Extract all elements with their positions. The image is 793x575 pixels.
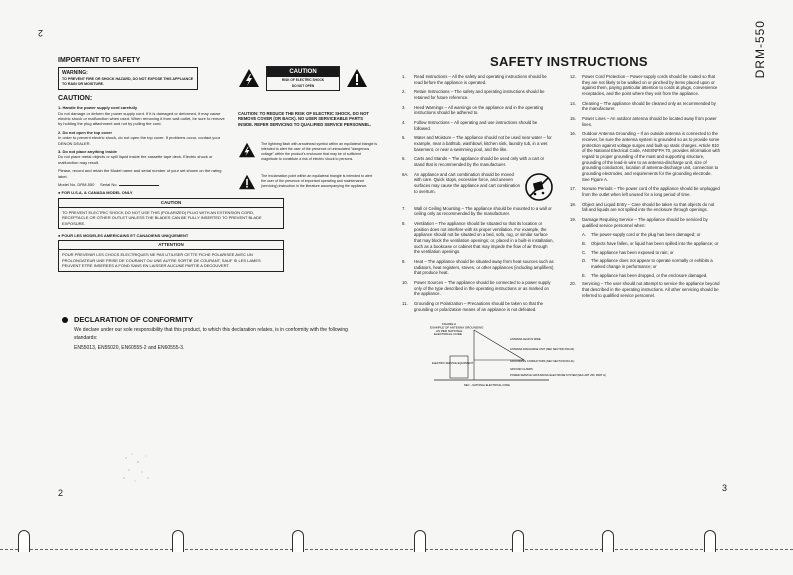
fr-box-text: POUR PREVENIR LES CHOCS ELECTRIQUES NE PAS UTILISER CETTE FICHE POLARISEE AVEC UN PROLONGATEUR UNE PRISE DE COURANT OU UNE AUTRE SORTIE DE COURANT, SAUF SI LES LAMES PEUVENT ETRE INSEREES A FOND SANS EN LAISSER AUCUNE PARTIE A DECOUVERT. [62,252,261,269]
warning-box [58,67,198,89]
safety-item: 4. Follow Instructions – All operating and use instructions should be followed. [402,120,538,131]
cart-warning-icon [524,172,554,202]
safety-column-1 [402,74,606,390]
lightning-triangle-icon [238,142,256,158]
safety-item: 17. Nonuse Periods – The power cord of the appliance should be unplugged from the outlet when left unused for a long period of time. [570,186,720,198]
safety-item: 19. Damage Requiring Service – The appliance should be serviced by qualified service personnel when: [570,217,708,228]
binding-hole [512,530,524,552]
serial-fill-line [119,185,159,186]
antenna-grounding-figure [414,320,606,388]
fr-box-title: ATTENTION [59,241,283,250]
safety-instructions-title: SAFETY INSTRUCTIONS [490,54,648,69]
caution-reduce-risk-text: CAUTION: TO REDUCE THE RISK OF ELECTRIC SHOCK, DO NOT REMOVE COVER (OR BACK). NO USER SERVICEABLE PARTS INSIDE. REFER SERVICING TO QUALIFIED SERVICE PERSONNEL. [238,110,372,128]
caution-item-title: 1. Handle the power supply cord carefully [58,105,138,111]
bullet-dot-icon [62,317,68,323]
caution-label-line2: DO NOT OPEN [291,84,315,89]
service-condition: D. The appliance does not appear to operate normally or exhibits a marked change in performance; or [582,258,713,270]
caution-item-text: Do not place metal objects or spill liquid inside the cassette tape deck. Electric shock or malfunction may result. [58,154,213,165]
binding-hole [602,530,614,552]
exclamation-text: The exclamation point within an equilateral triangle is intended to alert the user of the presence of important operating and maintenance (servicing) instruction in the literature accompanying the appliance. [261,173,373,188]
model-serial-row [58,182,228,187]
safety-item: 16. Outdoor Antenna Grounding – If an outside antenna is connected to the receiver, be sure the antenna system is grounded so as to provide some protection against voltage surges and built-up static charges. Article 810 of the National Electrical Code, ANSI/NFPA 70, provides information with regard to proper grounding of the mast and supporting structure, grounding of the lead-in wire to an antenna-discharge unit, size of grounding conductors, location of antenna-discharge unit, connection to grounding electrodes, and requirements for the grounding electrode. See Figure A. [570,131,720,182]
print-speckle-mark [118,448,158,488]
record-note: Please, record and retain the Model name and serial number of your set shown on the rating label. [58,168,222,179]
service-condition: A. The power-supply cord or the plug has been damaged; or [582,232,701,238]
caution-item-title: 3. Do not place anything inside [58,149,117,155]
safety-item: 3. Heed Warnings – All warnings on the appliance and in the operating instructions should be adhered to. [402,104,544,116]
model-label: Model No. DRM-550 [58,182,95,187]
usa-canada-heading: ● FOR U.S.A. & CANADA MODEL ONLY [58,190,133,196]
binding-hole [292,530,304,552]
declaration-standards: EN55013, EN55020, EN60555-2 and EN60555-3. [74,345,185,351]
declaration-title: DECLARATION OF CONFORMITY [74,315,194,324]
caution-item-title: 2. Do not open the top cover [58,129,113,135]
caution-label-title: CAUTION [267,67,339,77]
safety-item: 12. Power Cord Protection – Power-supply cords should be routed so that they are not likely to be walked on or pinched by items placed upon or against them, paying particular attention to cords at plugs, convenience receptacles, and the point where they exit from the appliance. [570,74,718,97]
corner-number: 2 [38,28,44,38]
binding-hole [414,530,426,552]
label-equipment: ELECTRIC SERVICE EQUIPMENT [432,362,474,366]
important-title: IMPORTANT TO SAFETY [58,57,141,64]
caution-item-text: In order to prevent electric shock, do not open the top cover. If problems occur, contact your DENON DEALER. [58,135,221,146]
safety-item: 20. Servicing – The user should not attempt to service the appliance beyond that described in the operating instructions. All other servicing should be referred to qualified service personnel. [570,281,720,298]
safety-item: 9. Heat – The appliance should be situated away from heat sources such as radiators, heat registers, stoves, or other appliances (including amplifiers) that produce heat. [402,259,554,276]
label-nec: NEC – NATIONAL ELECTRICAL CODE [464,384,510,388]
lightning-triangle-icon [238,68,260,88]
safety-item: 14. Cleaning – The appliance should be cleaned only as recommended by the manufacturer. [570,100,716,112]
label-discharge: ANTENNA DISCHARGE UNIT (NEC SECTION 810-20) [510,348,575,352]
safety-item: 11. Grounding or Polarization – Precautions should be taken so that the grounding or polarization means of an appliance is not defeated. [402,301,543,312]
declaration-title-row [62,315,372,324]
safety-item: 7. Wall or Ceiling Mounting – The appliance should be mounted to a wall or ceiling only as recommended by the manufacturer. [402,205,552,217]
canada-fr-heading: ● POUR LES MODELES AMERICAINS ET CANADIENS UNIQUEMENT [58,233,189,239]
declaration-text: We declare under our sole responsibility that this product, to which this declaration relates, is in conformity with the following standards: [74,327,348,341]
lightning-explanation [238,142,378,162]
caution-item-text: Do not damage or deform the power supply cord. If it is damaged or deformed, it may cause electric shock or malfunction when used. When removing it from wall outlet, be sure to remove by holding the plug attachment and not by pulling the cord. [58,110,225,127]
important-safety-section [58,56,262,276]
caution-symbols-section [238,66,378,202]
caution-item-1 [58,105,228,127]
safety-item: 5. Water and Moisture – The appliance should not be used near water – for example, near a bathtub, washbowl, kitchen sink, laundry tub, in a wet basement, or near a swimming pool, and the like. [402,135,552,152]
label-conductors: GROUNDING CONDUCTORS (NEC SECTION 810-21) [510,360,575,364]
usa-box-text: TO PREVENT ELECTRIC SHOCK DO NOT USE THIS (POLARIZED) PLUG WITH AN EXTENSION CORD, RECEPTACLE OR OTHER OUTLET UNLESS THE BLADES CAN BE FULLY INSERTED TO PREVENT BLADE EXPOSURE. [62,209,262,226]
safety-item: 2. Retain Instructions – The safety and operating instructions should be retained for future reference. [402,89,545,101]
caution-label [266,66,340,91]
caution-item-3 [58,149,228,165]
label-lead-in: ANTENNA LEAD IN WIRE [510,338,541,342]
warning-title: WARNING: [62,70,88,77]
service-condition: B. Objects have fallen, or liquid has been spilled into the appliance; or [582,241,719,247]
page-number-left: 2 [58,488,64,498]
exclamation-triangle-icon [238,174,256,190]
safety-item: 10. Power Sources – The appliance should be connected to a power supply only of the type described in the operating instructions or as marked on the appliance. [402,280,551,297]
usa-box-title: CAUTION [59,199,283,208]
exclamation-explanation [238,174,378,190]
serial-label: Serial No. [100,182,118,187]
declaration-of-conformity [62,315,372,353]
caution-graphic [238,66,378,91]
binding-hole [18,530,30,552]
safety-item-cart: 6A. An appliance and cart combination should be moved with care. Quick stops, excessive force, and uneven surfaces may cause the appliance and cart combination to overturn. [402,172,554,202]
canada-attention-box [58,240,284,271]
exclamation-triangle-icon [346,68,368,88]
binding-hole [172,530,184,552]
label-electrode: POWER SERVICE GROUNDING ELECTRODE SYSTEM (NEC ART 250, PART H) [510,374,606,378]
safety-item: 18. Object and Liquid Entry – Care should be taken so that objects do not fall and liquids are not spilled into the enclosure through openings. [570,201,715,213]
safety-column-2 [570,74,720,303]
safety-item: 15. Power Lines – An outdoor antenna should be located away from power lines. [570,116,717,127]
safety-item: 1. Read Instructions – All the safety and operating instructions should be read before the appliance is operated. [402,74,547,85]
safety-item: 8. Ventilation – The appliance should be situated so that its location or position does not interfere with its proper ventilation. For example, the appliance should not be situated on a bed, sofa, rug, or similar surface that may block the ventilation openings; or, placed in a built-in installation, such as a bookcase or cabinet that may impede the flow of air through the ventilation openings. [402,221,554,255]
safety-item: 6. Carts and Stands – The appliance should be used only with a cart or stand that is recommended by the manufacturer. [402,156,545,168]
warning-text: TO PREVENT FIRE OR SHOCK HAZARD, DO NOT EXPOSE THIS APPLIANCE TO RAIN OR MOISTURE. [62,77,194,87]
page-number-right: 3 [722,483,728,493]
caution-heading: CAUTION: [58,94,93,102]
caution-item-2 [58,130,228,146]
lightning-text: The lightning flash with arrowhead symbol within an equilateral triangle is intended to alert the user of the presence of uninsulated "dangerous voltage" within the product's enclosure that may be of sufficient magnitude to constitute a risk of electric shock to persons. [261,141,378,161]
service-condition: C. The appliance has been exposed to rain; or [582,249,674,255]
figure-title: FIGURE A EXAMPLE OF ANTENNA GROUNDING AS PER NATIONAL ELECTRICAL CODE [430,322,484,337]
service-condition: E. The appliance has been dropped, or the enclosure damaged. [582,272,708,278]
label-clamp: GROUND CLAMPS [510,368,533,372]
usa-caution-box [58,198,284,229]
caution-label-line1: RISK OF ELECTRIC SHOCK [281,78,325,83]
binding-hole [704,530,716,552]
model-side-label: DRM-550 [753,20,767,79]
bottom-fold-line [0,549,793,550]
